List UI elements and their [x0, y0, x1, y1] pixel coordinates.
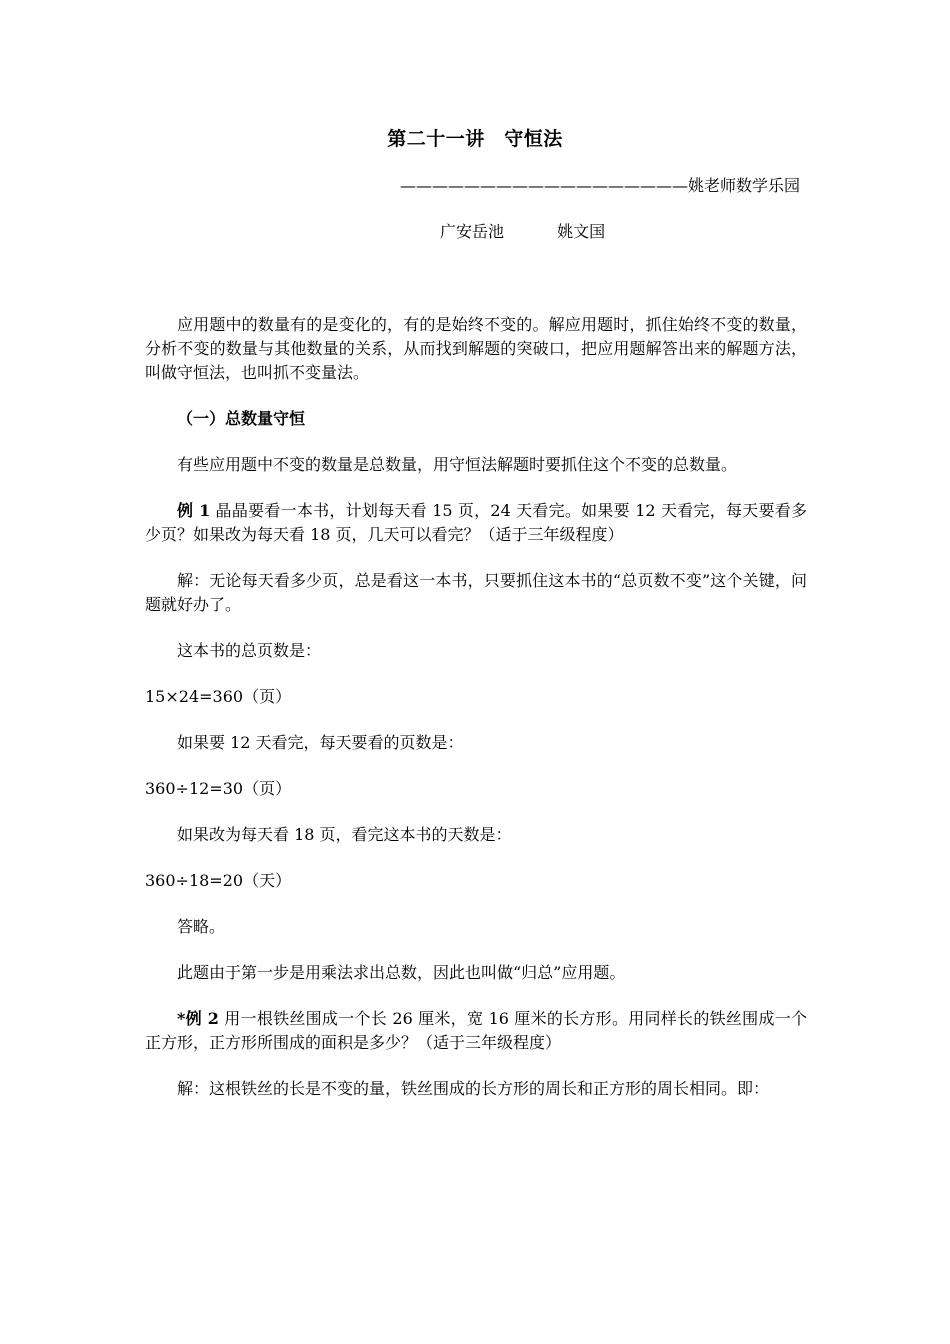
step-1-formula: 15×24=360（页） — [145, 687, 292, 706]
solution-1-paragraph: 解：无论每天看多少页，总是看这一本书，只要抓住这本书的“总页数不变”这个关键，问题就好办了。 — [145, 571, 807, 614]
document-body — [145, 313, 807, 1123]
author-place: 广安岳池 — [440, 222, 505, 241]
answer-paragraph: 答略。 — [177, 917, 226, 936]
example-2-text: 用一根铁丝围成一个长 26 厘米，宽 16 厘米的长方形。用同样长的铁丝围成一个正方形，正方形所围成的面积是多少？（适于三年级程度） — [145, 1009, 807, 1052]
author-name: 姚文国 — [557, 222, 606, 241]
step-2-formula: 360÷12=30（页） — [145, 779, 292, 798]
step-3-formula: 360÷18=20（天） — [145, 871, 292, 890]
page-subtitle: ——————————————————姚老师数学乐园 — [399, 176, 800, 195]
author-line — [440, 219, 605, 242]
example-1-text: 晶晶要看一本书，计划每天看 15 页，24 天看完。如果要 12 天看完，每天要看多少页？如果改为每天看 18 页，几天可以看完？（适于三年级程度） — [145, 501, 807, 544]
section-intro-paragraph: 有些应用题中不变的数量是总数量，用守恒法解题时要抓住这个不变的总数量。 — [177, 455, 738, 474]
note-paragraph: 此题由于第一步是用乘法求出总数，因此也叫做“归总”应用题。 — [177, 963, 626, 982]
example-1-paragraph — [145, 499, 807, 547]
step-2-text: 如果要 12 天看完，每天要看的页数是： — [177, 733, 464, 752]
section-heading: （一）总数量守恒 — [177, 409, 306, 428]
step-3-text: 如果改为每天看 18 页，看完这本书的天数是： — [177, 825, 512, 844]
page-title: 第二十一讲 守恒法 — [387, 128, 563, 150]
solution-2-paragraph: 解：这根铁丝的长是不变的量，铁丝围成的长方形的周长和正方形的周长相同。即： — [177, 1079, 770, 1098]
example-1-label: 例 1 — [177, 501, 211, 520]
step-1-text: 这本书的总页数是： — [177, 641, 322, 660]
example-2-label: *例 2 — [177, 1009, 219, 1028]
example-2-paragraph — [145, 1007, 807, 1055]
intro-paragraph: 应用题中的数量有的是变化的，有的是始终不变的。解应用题时，抓住始终不变的数量，分析不变的数量与其他数量的关系，从而找到解题的突破口，把应用题解答出来的解题方法，叫做守恒法，也叫抓不变量法。 — [145, 315, 807, 382]
